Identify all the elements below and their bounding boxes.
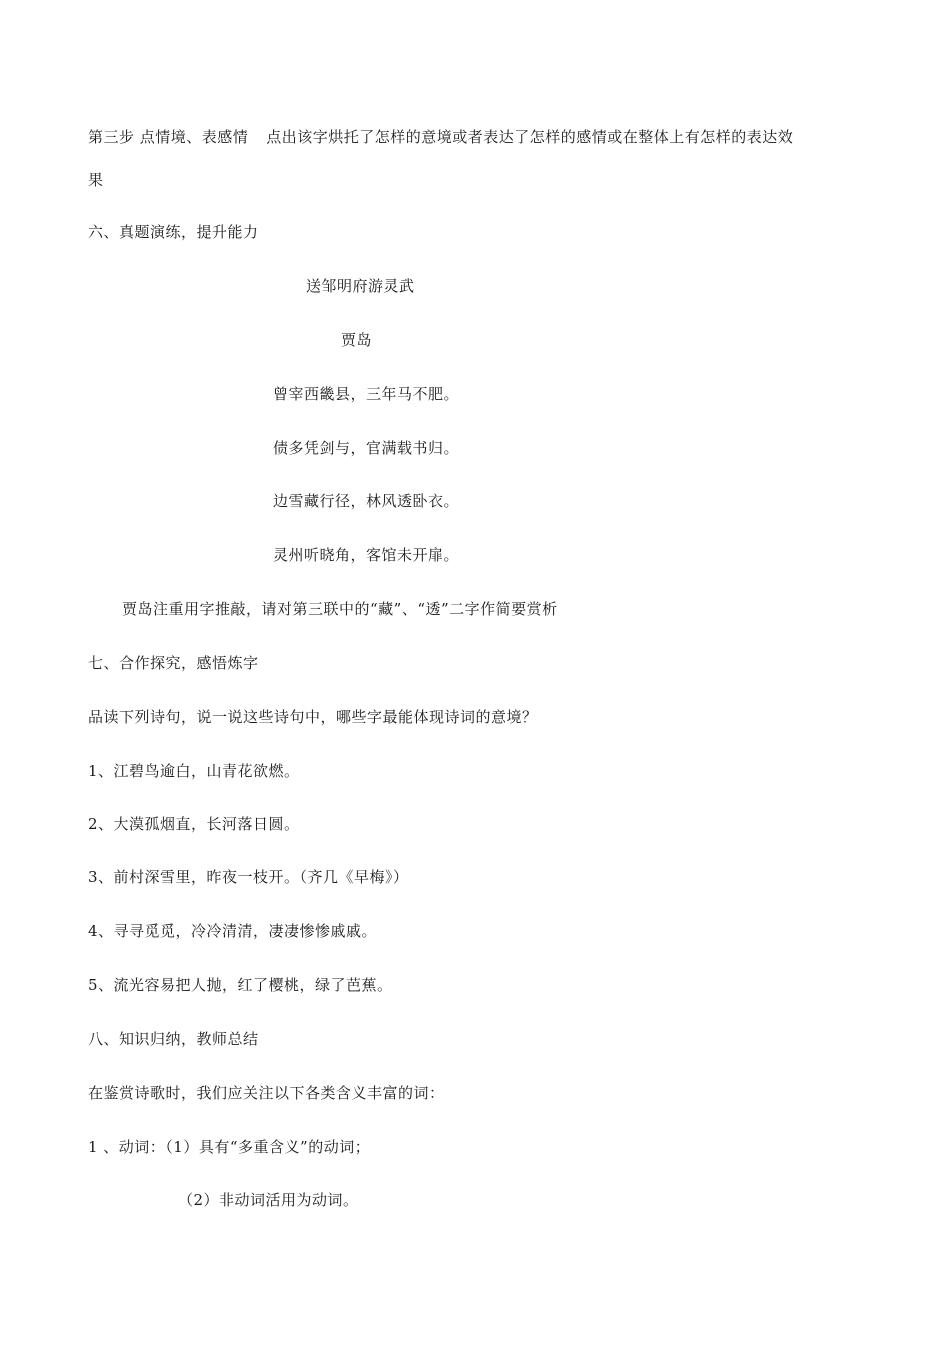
list-item: 3、前村深雪里，昨夜一枝开。（齐几《早梅》）	[88, 868, 409, 886]
list-item: 4、寻寻觅觅，冷冷清清，凄凄惨惨戚戚。	[88, 922, 378, 940]
list-item: 2、大漠孤烟直，长河落日圆。	[88, 815, 300, 833]
list-item: 1、江碧鸟逾白，山青花欲燃。	[88, 762, 300, 780]
section8-point1-sub: （2）非动词活用为动词。	[178, 1191, 359, 1209]
list-item: 5、流光容易把人抛，红了樱桃，绿了芭蕉。	[88, 976, 393, 994]
section8-intro: 在鉴赏诗歌时，我们应关注以下各类含义丰富的词：	[88, 1084, 445, 1102]
step3-text-line2: 果	[88, 171, 104, 189]
section6-question: 贾岛注重用字推敲，请对第三联中的“藏”、“透”二字作简要赏析	[122, 600, 558, 618]
step3-text-line1: 点出该字烘托了怎样的意境或者表达了怎样的感情或在整体上有怎样的表达效	[266, 128, 794, 146]
step3-label: 第三步 点情境、表感情	[88, 128, 249, 146]
step3-line	[88, 127, 793, 147]
poem-line: 灵州听晓角，客馆未开扉。	[273, 546, 460, 564]
poem-line: 债多凭剑与，官满载书归。	[273, 439, 460, 457]
section7-heading: 七、合作探究，感悟炼字	[88, 654, 259, 672]
section8-heading: 八、知识归纳，教师总结	[88, 1030, 259, 1048]
poem-title: 送邹明府游灵武	[306, 277, 415, 295]
poem-author: 贾岛	[341, 331, 373, 349]
section8-point1: 1 、动词：（1）具有“多重含义”的动词；	[88, 1138, 371, 1156]
poem-line: 曾宰西畿县，三年马不肥。	[273, 385, 460, 403]
section7-prompt: 品读下列诗句，说一说这些诗句中，哪些字最能体现诗词的意境？	[88, 708, 538, 726]
section6-heading: 六、真题演练，提升能力	[88, 223, 259, 241]
poem-line: 边雪藏行径，林风透卧衣。	[273, 492, 460, 510]
